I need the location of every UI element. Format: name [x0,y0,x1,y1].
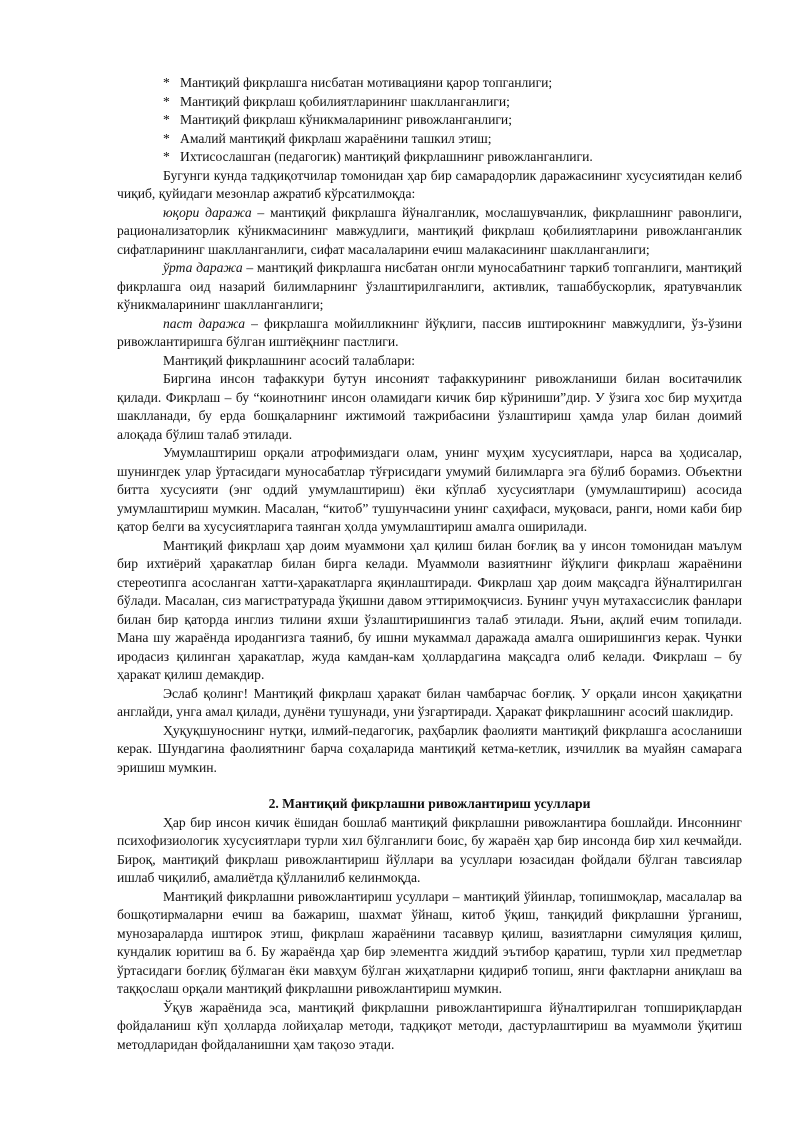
list-item-text: Мантиқий фикрлаш қобилиятларининг шаклланганлиги; [180,93,510,109]
level-low-term: паст даража [163,315,246,331]
body-paragraph: Умумлаштириш орқали атрофимиздаги олам, унинг муҳим хусусиятлари, нарса ва ҳодисалар, шунингдек улар ўртасидаги муносабатлар тўғрисидаги умумий билимларга эга бўлиб борамиз. Объектни битта хусусияти (энг оддий умумлаштириш) ёки кўплаб хусусиятлари (умумлаштириш) асосида умумлаштириш мумкин. Масалан, “китоб” тушунчасини унинг саҳифаси, муқоваси, ранги, номи каби бир қатор белги ва хусусиятларига таянган ҳолда умумлаштириш амалга оширилади. [117,445,742,534]
level-low-paragraph [117,315,742,352]
list-item [117,148,742,167]
body-paragraph: Биргина инсон тафаккури бутун инсоният тафаккурининг ривожланиши билан воситачилик қилади. Фикрлаш – бу “коинотнинг инсон оламидаги кичик бир кўриниши”дир. У ўзига хос бир муҳитда шаклланади, бу ерда бошқаларнинг ижтимоий тажрибасини ўзлаштириш ҳамда улар билан доимий алоқада бўлиш талаб этилади. [117,371,742,442]
bullet-marker: * [163,130,170,146]
bullet-marker: * [163,112,170,127]
list-item-text: Амалий мантиқий фикрлаш жараёнини ташкил этиш; [180,130,492,146]
level-mid-text: – мантиқий фикрлашга нисбатан онгли муносабатнинг таркиб топганлиги, мантиқий фикрлашга оид назарий билимларнинг ўзлаштирилганлиги, активлик, ташаббускорлик, яратувчанлик кўникмаларининг шаклланганлиги; [117,260,742,312]
requirements-heading: Мантиқий фикрлашнинг асосий талаблари: [163,352,416,368]
bullet-marker: * [163,149,170,164]
body-paragraph: Мантиқий фикрлаш ҳар доим муаммони ҳал қилиш билан боғлиқ ва у инсон томонидан маълум бир ихтиёрий ҳаракатлар билан бирга келади. Муаммоли вазиятнинг йўқлиги фикрлаш жараёнини стереотипга асосланган хатти-ҳаракатларга яқинлаштиради. Фикрлаш ҳар доим мақсадга йўналтирилган бўлади. Масалан, сиз магистратурада ўқишни давом эттиримоқчисиз. Бунинг учун мутахассислик фанлари билан бир қаторда инглиз тилини яхши ўзлаштиришингиз талаб этилади. Яъни, ақлий ечим топилади. Мана шу жараёнда иродангизга таяниб, бу ишни мукаммал даражада амалга оширишингиз керак. Чунки иродасиз қилинган ҳаракатлар, жуда камдан-кам ҳоллардагина мақсадга олиб келади. Фикрлаш – бу ҳаракат қилиш демакдир. [117,537,742,682]
list-item [117,74,742,93]
section-spacer [117,777,742,795]
level-high-paragraph [117,204,742,260]
body-paragraph: Эслаб қолинг! Мантиқий фикрлаш ҳаракат билан чамбарчас боғлиқ. У орқали инсон ҳақиқатни англайди, унга амал қилади, дунёни тушунади, уни ўзгартиради. Ҳаракат фикрлашнинг асосий шаклидир. [117,685,742,719]
criteria-list [117,74,742,167]
list-item [117,93,742,112]
level-high-text: – мантиқий фикрлашга йўналганлик, мослашувчанлик, фикрлашнинг равонлиги, рационализаторлик кўникмасининг мавжудлиги, мантиқий фикрлаш қобилиятларини ривожланганлик сифатларининг шаклланганлиги, сифат масалаларини ечиш малакасининг шаклланганлиги; [117,204,743,257]
section-title: 2. Мантиқий фикрлашни ривожлантириш усуллари [268,796,591,811]
level-mid-term: ўрта даража [163,260,243,275]
section-paragraph: Мантиқий фикрлашни ривожлантириш усуллари – мантиқий ўйинлар, топишмоқлар, масалалар ва бошқотирмаларни ечиш ва бажариш, шахмат ўйнаш, китоб ўқиш, танқидий фикрлашни ўрганиш, мунозараларда иштирок этиш, фикрлаш жараёнини тасаввур қилиш, вазиятларни симуляция қилиш, кундалик юритиш ва б. Бу жараёнда ҳар бир элементга жиддий эътибор қаратиш, турли хил предметлар ўртасидаги боғлиқ бўлмаган ёки мавҳум бўлган жиҳатларни қидириб топиш, янги фактларни аниқлаш ва таққослаш орқали мантиқий фикрлашни ривожлантириш мумкин. [117,888,742,996]
level-low-text: – фикрлашга мойилликнинг йўқлиги, пассив иштирокнинг мавжудлиги, ўз-ўзини ривожлантиришга бўлган иштиёқнинг пастлиги. [117,315,743,349]
list-item [117,111,742,130]
list-item-text: Мантиқий фикрлаш кўникмаларининг ривожланганлиги; [180,112,512,127]
document-page [117,74,742,1054]
body-paragraph: Ҳуқуқшуноснинг нутқи, илмий-педагогик, раҳбарлик фаолияти мантиқий фикрлашга асосланиши керак. Шундагина фаолиятнинг барча соҳаларида мантиқий кетма-кетлик, изчиллик ва муайян самарага эришиш мумкин. [117,722,742,775]
intro-paragraph: Бугунги кунда тадқиқотчилар томонидан ҳар бир самарадорлик даражасининг хусусиятидан келиб чиқиб, қуйидаги мезонлар ажратиб кўрсатилмоқда: [117,167,742,201]
list-item [117,130,742,149]
section-paragraph: Ўқув жараёнида эса, мантиқий фикрлашни ривожлантиришга йўналтирилган топшириқлардан фойдаланиш кўп ҳолларда лойиҳалар методи, тадқиқот методи, дастурлаштириш ва муаммоли ўқитиш методларидан фойдаланишни ҳам тақозо этади. [117,999,742,1052]
section-paragraph: Ҳар бир инсон кичик ёшидан бошлаб мантиқий фикрлашни ривожлантира бошлайди. Инсоннинг психофизиологик хусусиятлари турли хил бўлганлиги боис, бу жараён ҳар бир инсонда бир хил кечмайди. Бироқ, мантиқий фикрлаш ривожлантириш йўллари ва усуллари юзасидан фойдали бўлган тавсиялар ишлаб чиқилиб, амалиётда қўлланилиб келинмоқда. [117,814,742,885]
level-mid-paragraph [117,259,742,315]
bullet-marker: * [163,75,170,90]
bullet-marker: * [163,93,170,109]
level-high-term: юқори даража [163,204,252,220]
list-item-text: Мантиқий фикрлашга нисбатан мотивацияни қарор топганлиги; [180,75,553,90]
list-item-text: Ихтисослашган (педагогик) мантиқий фикрлашнинг ривожланганлиги. [180,149,593,164]
